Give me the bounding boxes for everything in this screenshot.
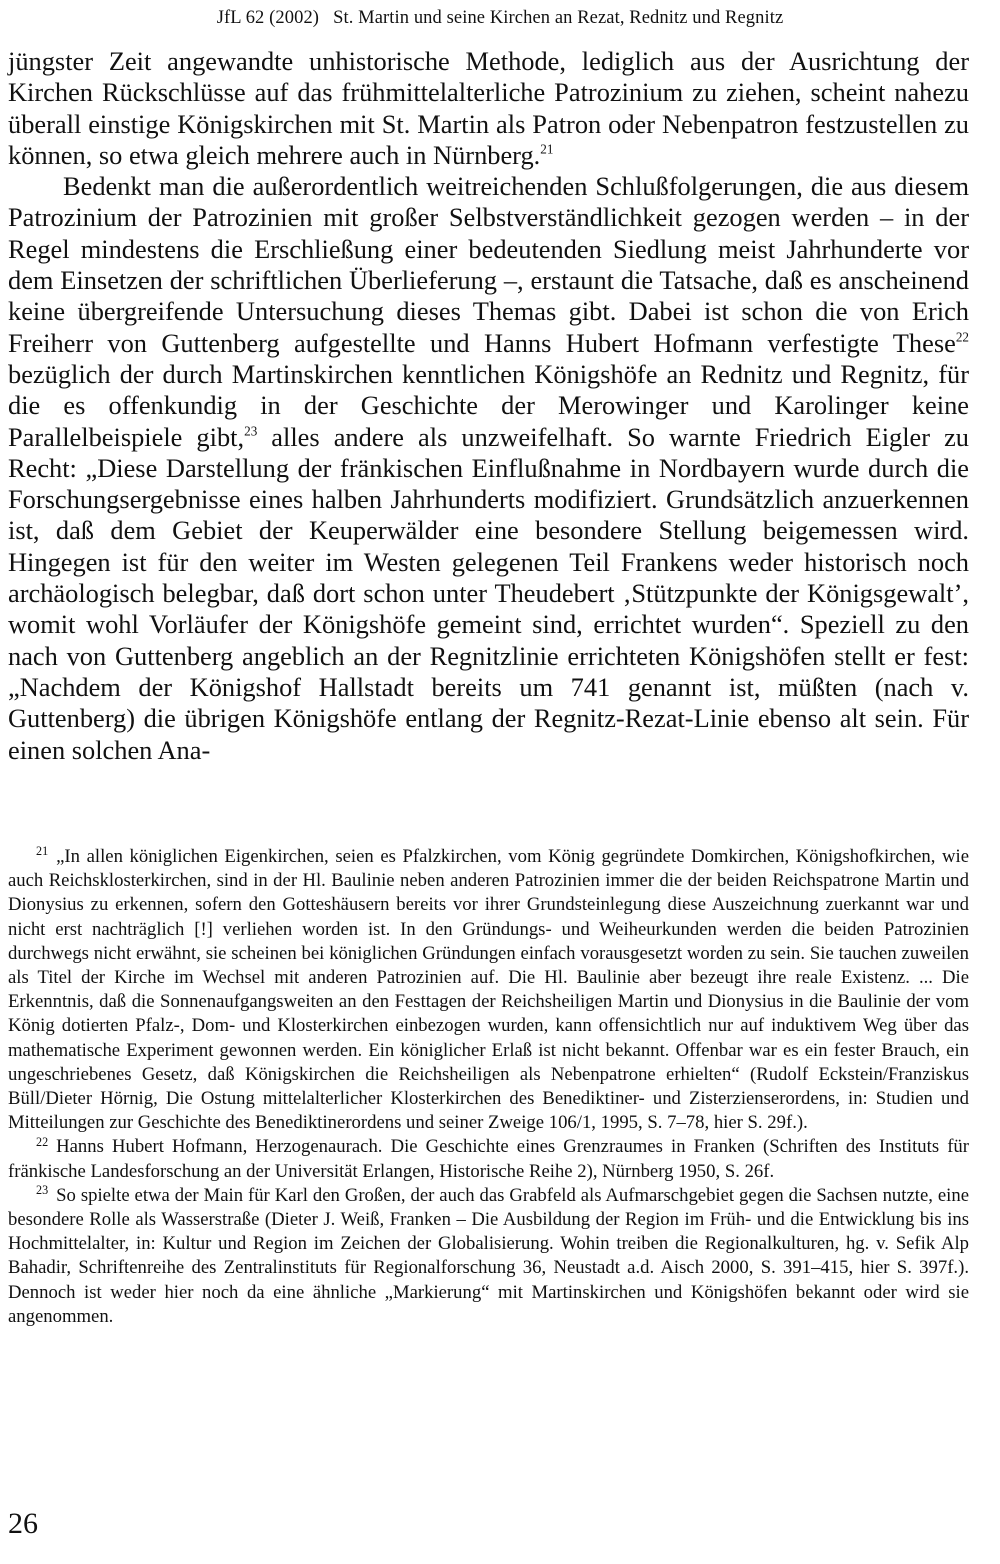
footnote-text: So spielte etwa der Main für Karl den Großen, der auch das Grabfeld als Aufmarschgebiet gegen die Sachsen nutzte, eine besondere Rolle als Wasserstraße (Dieter J. Weiß, Franken – Die Ausbildung der Region im Früh- und die Entwicklung bis ins Hochmittelalter, in: Kultur und Region im Zeichen der Globalisierung. Wohin treiben die Regionalkulturen, hg. v. Sefik Alp Bahadir, Schriftenreihe des Zentralinstituts für Regionalforschung 36, Neustadt a.d. Aisch 2000, S. 391–415, hier S. 397f.). Dennoch ist weder hier noch da eine ähnliche „Markierung“ mit Martinskirchen und Königshöfen bekannt oder wird sie angenommen. bbox=[8, 1184, 969, 1327]
footnotes bbox=[8, 845, 969, 1329]
paragraph-1-text: jüngster Zeit angewandte unhistorische Methode, lediglich aus der Ausrichtung der Kirchen Rückschlüsse auf das frühmittelalterliche Patrozinium zu ziehen, scheint nahezu überall einstige Königskirchen mit St. Martin als Patron oder Nebenpatron festzustellen zu können, so etwa gleich mehrere auch in Nürnberg. bbox=[8, 46, 969, 170]
paragraph-2-part-a: Bedenkt man die außerordentlich weitreichenden Schlußfolgerungen, die aus diesem Patrozinium der Patrozinien mit großer Selbstverständlichkeit gezogen werden – in der Regel mindestens die Erschließung einer bedeutenden Siedlung meist Jahrhunderte vor dem Einsetzen der schriftlichen Überlieferung –, erstaunt die Tatsache, daß es anscheinend keine übergreifende Untersuchung dieses Themas gibt. Dabei ist schon die von Erich Freiherr von Guttenberg aufgestellte und Hanns Hubert Hofmann verfestigte These bbox=[8, 171, 969, 358]
running-header bbox=[0, 8, 1000, 29]
main-text bbox=[8, 46, 969, 766]
footnote-text: Hanns Hubert Hofmann, Herzogenaurach. Die Geschichte eines Grenzraumes in Franken (Schriften des Instituts für fränkische Landesforschung an der Universität Erlangen, Historische Reihe 2), Nürnberg 1950, S. 26f. bbox=[8, 1136, 969, 1182]
footnote-ref-23[interactable]: 23 bbox=[244, 423, 258, 439]
footnote-23 bbox=[8, 1184, 969, 1329]
footnote-number: 22 bbox=[36, 1134, 49, 1149]
paragraph-2 bbox=[8, 171, 969, 766]
footnote-number: 23 bbox=[36, 1183, 49, 1198]
footnote-number: 21 bbox=[36, 844, 49, 859]
paragraph-2-part-b: bezüglich der durch Martinskirchen kenntlichen Königshöfe an Rednitz und Regnitz, für die es offenkundig in der Geschichte der Merowinger und Karolinger keine Parallelbeispiele gibt, bbox=[8, 358, 969, 452]
running-title: St. Martin und seine Kirchen an Rezat, Rednitz und Regnitz bbox=[333, 8, 784, 28]
paragraph-2-part-c: alles andere als unzweifelhaft. So warnte Friedrich Eigler zu Recht: „Diese Darstellung der fränkischen Einflußnahme in Nordbayern wurde durch die Forschungsergebnisse eines halben Jahrhunderts modifiziert. Grundsätzlich anzuerkennen ist, daß dem Gebiet der Keuperwälder eine besondere Stellung beigemessen wird. Hingegen ist für den weiter im Westen gelegenen Teil Frankens weder historisch noch archäologisch belegbar, daß dort schon unter Theudebert ‚Stützpunkte der Königsgewalt’, womit wohl Vorläufer der Königshöfe gemeint sind, errichtet wurden“. Speziell zu den nach von Guttenberg angeblich an der Regnitzlinie errichteten Königshöfen stellt er fest: „Nachdem der Königshof Hallstadt bereits um 741 genannt ist, müßten (nach v. Guttenberg) die übrigen Königshöfe entlang der Regnitz-Rezat-Linie ebenso alt sein. Für einen solchen Ana- bbox=[8, 421, 969, 765]
footnote-ref-21[interactable]: 21 bbox=[540, 141, 554, 157]
footnote-text: „In allen königlichen Eigenkirchen, seien es Pfalzkirchen, vom König gegründete Domkirchen, Königshofkirchen, wie auch Reichsklosterkirchen, sind in der Hl. Baulinie neben anderen Patrozinien immer die der beiden Reichspatrone Martin und Dionysius zu erkennen, sofern den Gotteshäusern bereits vor ihrer Grundsteinlegung diese Auszeichnung zuerkannt war und nicht erst nachträglich [!] verliehen worden ist. In den Gründungs- und Weiheurkunden werden die beiden Patrozinien durchwegs nicht erwähnt, sie scheinen bei königlichen Gründungen einfach vorausgesetzt worden zu sein. Sie tauchen zuweilen als Titel der Kirche im Wechsel mit anderen Patrozinien auf. Die Hl. Baulinie aber bezeugt ihre reale Existenz. ... Die Erkenntnis, daß die Sonnenaufgangsweiten an den Festtagen der Reichsheiligen Martin und Dionysius in die Baulinie der vom König dotierten Pfalz-, Dom- und Klosterkirchen einbezogen wurden, kann offensichtlich nur auf induktivem Weg über das mathematische Experiment gewonnen werden. Ein königlicher Erlaß ist nicht bekannt. Offenbar war es ein fester Brauch, ein ungeschriebenes Gesetz, daß Königskirchen die Reichsheiligen als Nebenpatrone erhielten“ (Rudolf Eckstein/Franziskus Büll/Dieter Hörnig, Die Ostung mittelalterlicher Klosterkirchen des Benediktiner- und Zisterzienserordens, in: Studien und Mitteilungen zur Geschichte des Benediktinerordens und seiner Zweige 106/1, 1995, S. 7–78, hier S. 29f.). bbox=[8, 846, 969, 1134]
footnote-21 bbox=[8, 845, 969, 1135]
footnote-ref-22[interactable]: 22 bbox=[955, 329, 969, 345]
footnote-22 bbox=[8, 1135, 969, 1183]
paragraph-1 bbox=[8, 46, 969, 171]
page-number: 26 bbox=[8, 1507, 38, 1540]
journal-reference: JfL 62 (2002) bbox=[216, 8, 320, 28]
